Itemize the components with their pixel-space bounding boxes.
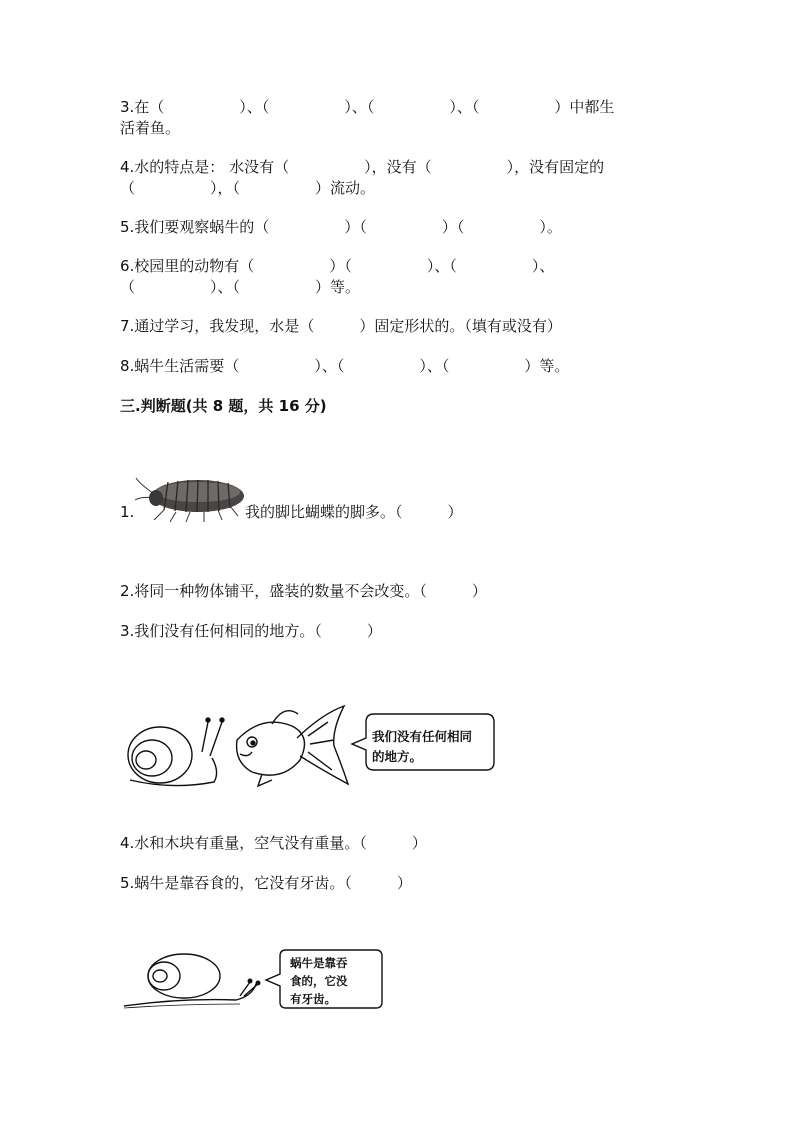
snail-bubble-line2: 食的，它没 [290,974,348,988]
judge-q2: 2.将同一种物体铺平，盛装的数量不会改变。（ ） [120,582,487,600]
q7-line1: 7.通过学习，我发现，水是（ ）固定形状的。（填有或没有） [120,317,562,335]
q3-line1: 3.在（ ）、（ ）、（ ）、（ ）中都生 [120,98,615,116]
judge-q3: 3.我们没有任何相同的地方。（ ） [120,622,382,640]
judge-q1-number: 1. [120,503,135,521]
q4-line2: （ ），（ ）流动。 [120,179,376,197]
q4-line1: 4.水的特点是： 水没有（ ），没有（ ），没有固定的 [120,158,605,176]
snail-speech-illustration [120,946,390,1016]
section3-title: 三.判断题(共 8 题，共 16 分) [120,397,327,415]
goldfish-bubble-line2: 的地方。 [372,749,423,764]
woodlouse-illustration [134,474,246,524]
snail-bubble-line1: 蜗牛是靠吞 [290,956,348,970]
q6-line1: 6.校园里的动物有（ ）（ ）、（ ）、 [120,257,555,275]
snail-bubble-line3: 有牙齿。 [290,992,336,1006]
q8-line1: 8.蜗牛生活需要（ ）、（ ）、（ ）等。 [120,357,570,375]
q5-line1: 5.我们要观察蜗牛的（ ）（ ）（ ）。 [120,218,562,236]
judge-q1-text: 我的脚比蝴蝶的脚多。（ ） [245,503,463,521]
goldfish-bubble-line1: 我们没有任何相同 [372,729,473,744]
judge-q5: 5.蜗牛是靠吞食的，它没有牙齿。（ ） [120,874,412,892]
q6-line2: （ ）、（ ）等。 [120,278,361,296]
q3-line2: 活着鱼。 [120,119,181,137]
judge-q4: 4.水和木块有重量，空气没有重量。（ ） [120,834,427,852]
